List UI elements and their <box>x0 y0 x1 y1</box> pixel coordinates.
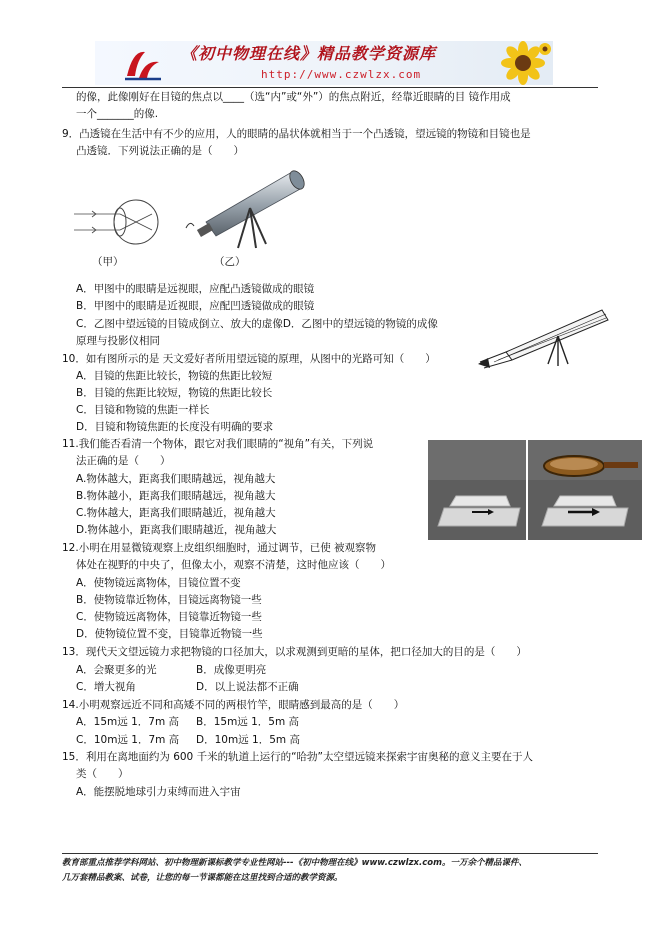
q14-stem: 14.小明观察远近不同和高矮不同的两根竹竿，眼睛感到最高的是（ ） <box>62 699 405 711</box>
q13-option-c: C．增大视角 <box>76 681 136 693</box>
q11-option-d: D.物体越小，距离我们眼睛越近，视角越大 <box>76 524 277 536</box>
q10-stem: 10．如有图所示的是 天文爱好者所用望远镜的原理，从图中的光路可知（ ） <box>62 353 436 365</box>
header-banner <box>95 41 553 85</box>
magnifier-photo-left <box>428 440 526 540</box>
q11-option-c: C.物体越大，距离我们眼睛越近，视角越大 <box>76 507 276 519</box>
q11-stem-line-1: 11.我们能否看清一个物体，跟它对我们眼睛的“视角”有关，下列说 <box>62 438 374 450</box>
continuation-line-2: 一个_______的像. <box>76 108 159 120</box>
q14-option-d: D．10m远 1．5m 高 <box>196 734 300 746</box>
q12-option-d: D．使物镜位置不变，目镜靠近物镜一些 <box>76 628 263 640</box>
footer-line-2: 几万套精品教案、试卷，让您的每一节课都能在这里找到合适的教学资源。 <box>62 873 343 883</box>
q13-option-a: A．会聚更多的光 <box>76 664 157 676</box>
q9-figure-label-jia: （甲） <box>92 256 124 268</box>
header-rule <box>62 87 598 88</box>
telescope-photo-figure <box>180 156 310 252</box>
site-title: 《初中物理在线》精品教学资源库 <box>181 44 437 63</box>
q11-option-a: A.物体越大，距离我们眼睛越远，视角越大 <box>76 473 276 485</box>
q15-option-a: A．能摆脱地球引力束缚而进入宇宙 <box>76 786 241 798</box>
continuation-line-1: 的像，此像刚好在目镜的焦点以____（选“内”或“外”）的焦点附近，经靠近眼睛的目 镜作用成 <box>76 91 511 103</box>
q14-option-c: C．10m远 1．7m 高 <box>76 734 180 746</box>
q11-option-b: B.物体越小，距离我们眼睛越远，视角越大 <box>76 490 276 502</box>
q12-stem-line-2: 体处在视野的中央了，但像太小，观察不清楚，这时他应该（ ） <box>76 559 391 571</box>
q14-option-a: A．15m远 1．7m 高 <box>76 716 180 728</box>
q13-option-d: D．以上说法都不正确 <box>196 681 299 693</box>
footer-line-1: 教育部重点推荐学科网站、初中物理新课标教学专业性网站---《初中物理在线》www.czwlzx.com。一万余个精品课件、 <box>62 858 527 868</box>
q9-stem-line-2: 凸透镜．下列说法正确的是（ ） <box>76 145 244 157</box>
q14-option-b: B．15m远 1．5m 高 <box>196 716 300 728</box>
q13-option-b: B．成像更明亮 <box>196 664 267 676</box>
q12-option-b: B．使物镜靠近物体，目镜远离物镜一些 <box>76 594 262 606</box>
sunflower-icon <box>493 41 551 85</box>
q9-option-c-d: C．乙图中望远镜的目镜成倒立、放大的虚像D．乙图中的望远镜的物镜的成像 <box>76 318 438 330</box>
q11-stem-line-2: 法正确的是（ ） <box>76 455 171 467</box>
q12-option-a: A．使物镜远离物体，目镜位置不变 <box>76 577 241 589</box>
q10-option-c: C．目镜和物镜的焦距一样长 <box>76 404 210 416</box>
q9-figure-label-yi: （乙） <box>214 256 246 268</box>
site-url[interactable]: http://www.czwlzx.com <box>261 68 422 81</box>
q9-option-d-cont: 原理与投影仪相同 <box>76 335 160 347</box>
q9-stem-line-1: 9．凸透镜在生活中有不少的应用，人的眼睛的晶状体就相当于一个凸透镜，望远镜的物镜和目镜也是 <box>62 128 531 140</box>
q10-option-b: B．目镜的焦距比较短，物镜的焦距比较长 <box>76 387 273 399</box>
q10-option-d: D．目镜和物镜焦距的长度没有明确的要求 <box>76 421 274 433</box>
telescope-lightpath-figure <box>476 300 622 372</box>
q12-option-c: C．使物镜远离物体，目镜靠近物镜一些 <box>76 611 262 623</box>
q9-option-b: B．甲图中的眼睛是近视眼，应配凹透镜做成的眼镜 <box>76 300 315 312</box>
site-logo-icon <box>123 46 163 82</box>
eye-diagram-figure <box>72 196 188 254</box>
footer-rule <box>62 853 598 854</box>
magnifier-photo-right <box>528 440 642 540</box>
q15-stem-line-2: 类（ ） <box>76 768 129 780</box>
q12-stem-line-1: 12.小明在用显微镜观察上皮组织细胞时，通过调节，已使 被观察物 <box>62 542 377 554</box>
q13-stem: 13．现代天文望远镜力求把物镜的口径加大，以求观测到更暗的星体，把口径加大的目的是（ ） <box>62 646 527 658</box>
q15-stem-line-1: 15．利用在离地面约为 600 千米的轨道上运行的“哈勃”太空望远镜来探索宇宙奥秘的意义主要在于人 <box>62 751 533 763</box>
q9-option-a: A．甲图中的眼睛是远视眼，应配凸透镜做成的眼镜 <box>76 283 315 295</box>
q10-option-a: A．目镜的焦距比较长，物镜的焦距比较短 <box>76 370 273 382</box>
